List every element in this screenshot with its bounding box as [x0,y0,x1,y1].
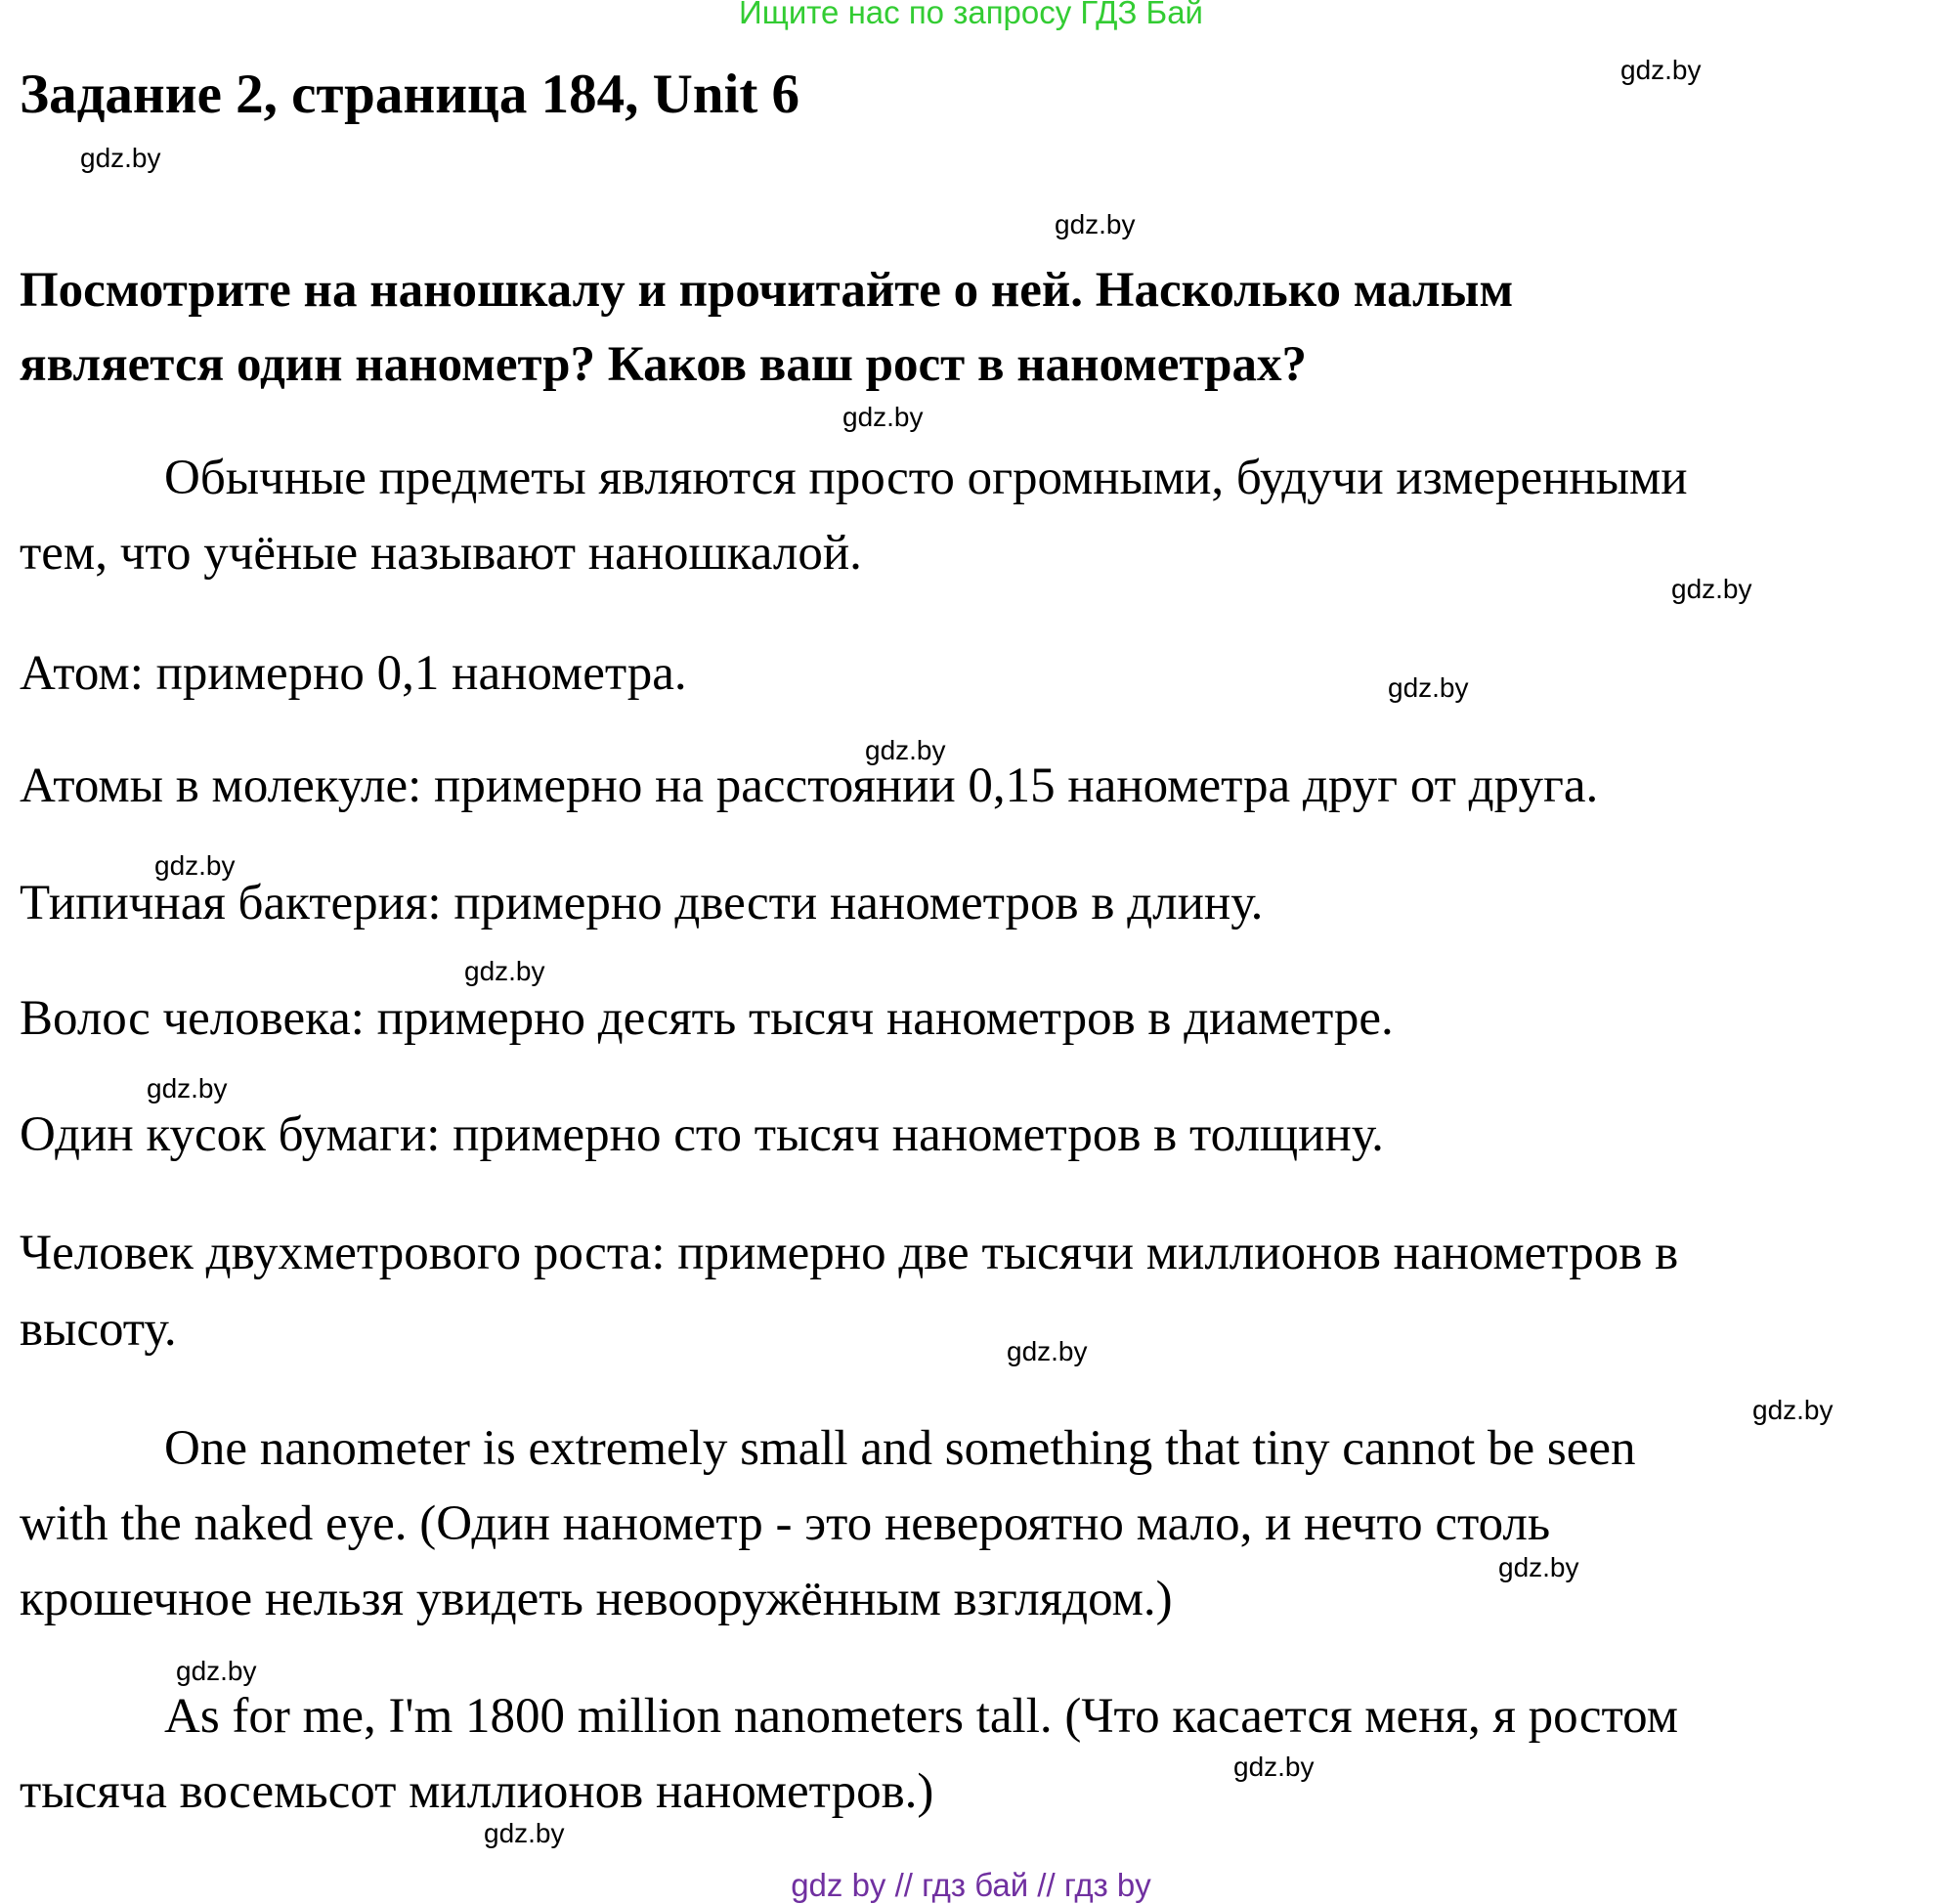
answer2-line-1: As for me, I'm 1800 million nanometers tall. (Что касается меня, я ростом [164,1689,1678,1744]
watermark: gdz.by [865,735,946,765]
intro-line-1: Обычные предметы являются просто огромными, будучи измеренными [164,451,1688,505]
watermark: gdz.by [842,402,924,432]
fact-atom: Атом: примерно 0,1 нанометра. [20,646,687,701]
watermark: gdz.by [484,1818,565,1848]
fact-human-line-2: высоту. [20,1302,177,1357]
watermark: gdz.by [464,956,545,986]
footer-links: gdz by // гдз бай // гдз by [791,1867,1151,1903]
page-title: Задание 2, страница 184, Unit 6 [20,64,800,125]
fact-paper: Один кусок бумаги: примерно сто тысяч нанометров в толщину. [20,1107,1384,1162]
search-banner: Ищите нас по запросу ГДЗ Бай [739,0,1203,30]
watermark: gdz.by [147,1073,228,1103]
watermark: gdz.by [1671,574,1752,604]
watermark: gdz.by [1498,1552,1579,1582]
watermark: gdz.by [80,143,161,173]
task-line-2: является один нанометр? Каков ваш рост в нанометрах? [20,337,1307,392]
fact-human-line-1: Человек двухметрового роста: примерно две тысячи миллионов нанометров в [20,1226,1679,1280]
answer1-line-3: крошечное нельзя увидеть невооружённым взглядом.) [20,1572,1173,1626]
task-line-1: Посмотрите на наношкалу и прочитайте о ней. Насколько малым [20,263,1514,318]
watermark: gdz.by [1233,1752,1315,1782]
answer1-line-1: One nanometer is extremely small and something that tiny cannot be seen [164,1421,1636,1476]
watermark: gdz.by [1388,672,1469,703]
watermark: gdz.by [154,850,236,881]
watermark: gdz.by [176,1656,257,1686]
intro-line-2: тем, что учёные называют наношкалой. [20,526,862,581]
fact-hair: Волос человека: примерно десять тысяч нанометров в диаметре. [20,991,1394,1046]
watermark: gdz.by [1752,1395,1834,1425]
watermark: gdz.by [1055,209,1136,239]
answer1-line-2: with the naked eye. (Один нанометр - это невероятно мало, и нечто столь [20,1496,1551,1551]
watermark: gdz.by [1007,1336,1088,1366]
fact-bacterium: Типичная бактерия: примерно двести нанометров в длину. [20,876,1264,930]
answer2-line-2: тысяча восемьсот миллионов нанометров.) [20,1764,934,1819]
watermark: gdz.by [1620,55,1702,85]
fact-molecule: Атомы в молекуле: примерно на расстоянии 0,15 нанометра друг от друга. [20,758,1599,813]
